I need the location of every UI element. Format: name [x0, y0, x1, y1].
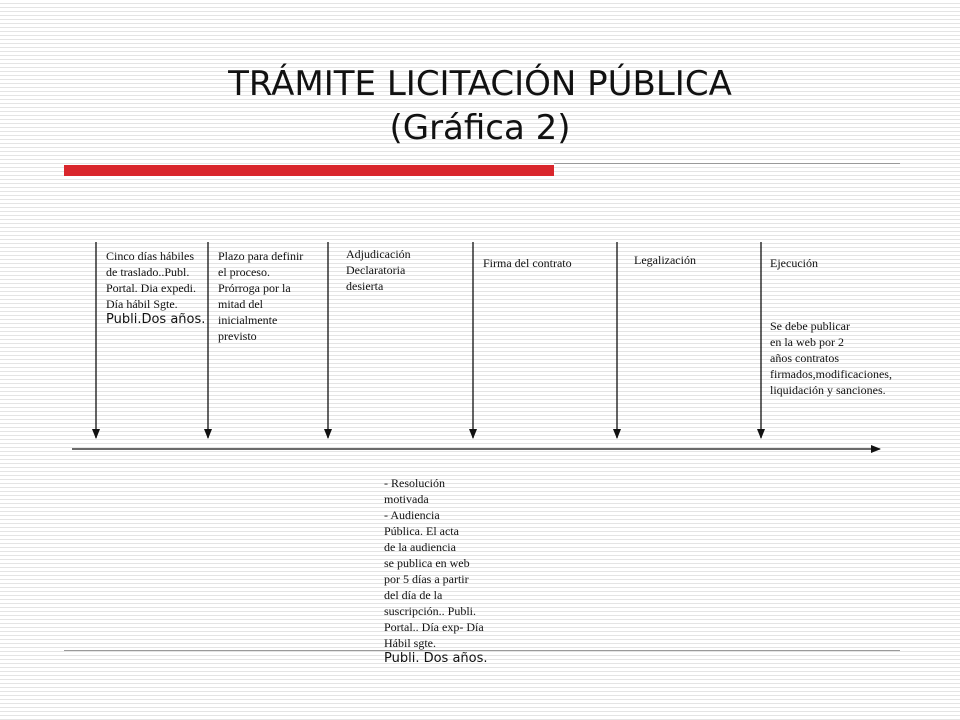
- stage-1-extra: Publi.Dos años.: [106, 312, 206, 327]
- stage-5-note: Legalización: [634, 253, 696, 267]
- execution-note: Se debe publicar en la web por 2 años contratos firmados,modificaciones, liquidación y sanciones.: [770, 319, 892, 397]
- title-line-1: TRÁMITE LICITACIÓN PÚBLICA: [228, 64, 732, 104]
- stage-1-note: Cinco días hábiles de traslado..Publ. Portal. Dia expedi. Día hábil Sgte. Publi.Dos años.: [106, 249, 206, 327]
- adjudication-note: - Resolución motivada - Audiencia Pública. El acta de la audiencia se publica en web por 5 días a partir del día de la suscripción.. Publi. Portal.. Día exp- Día Hábil sgte. Publi. Dos años.: [384, 476, 488, 666]
- adjudication-extra: Publi. Dos años.: [384, 651, 488, 666]
- stage-4-note: Firma del contrato: [483, 256, 572, 270]
- stage-6-note: Ejecución: [770, 256, 818, 270]
- title-line-2: (Gráfica 2): [389, 108, 571, 148]
- bottom-rule: [64, 650, 900, 651]
- stage-3-note: Adjudicación Declaratoria desierta: [346, 247, 411, 293]
- stage-2-note: Plazo para definir el proceso. Prórroga por la mitad del inicialmente previsto: [218, 249, 304, 343]
